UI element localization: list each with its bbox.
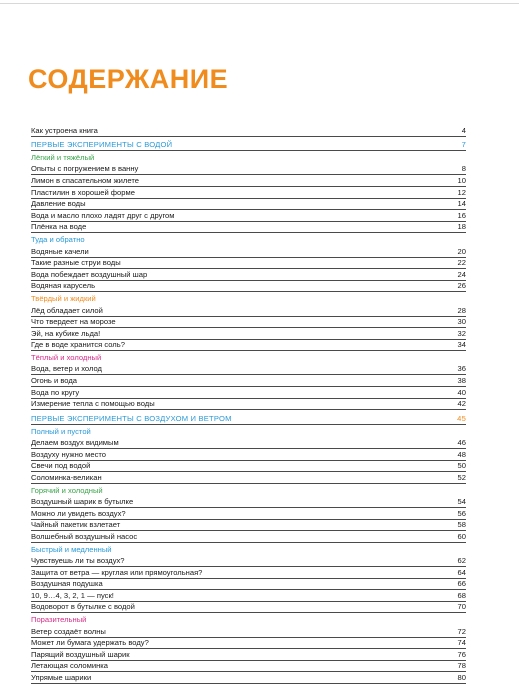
toc-page-number: 30 — [457, 317, 466, 327]
toc-entry[interactable] — [31, 281, 466, 293]
toc-entry-title: Лимон в спасательном жилете — [31, 175, 139, 185]
toc-page-number: 42 — [457, 399, 466, 409]
toc-page-number: 66 — [457, 579, 466, 589]
toc-entry-title: Воздуху нужно место — [31, 449, 106, 459]
toc-page-number: 32 — [457, 328, 466, 338]
toc-entry[interactable] — [31, 328, 466, 340]
toc-page-number: 58 — [457, 520, 466, 530]
toc-page-number: 72 — [457, 626, 466, 636]
toc-entry-title: Что твердеет на морозе — [31, 317, 116, 327]
toc-entry-title: Волшебный воздушный насос — [31, 531, 138, 541]
toc-entry[interactable] — [31, 399, 466, 411]
toc-entry-title: Опыты с погружением в ванну — [31, 164, 139, 174]
toc-entry-title: Парящий воздушный шарик — [31, 649, 130, 659]
toc-entry[interactable] — [31, 187, 466, 199]
toc-page-number: 18 — [457, 222, 466, 232]
toc-entry[interactable] — [31, 638, 466, 650]
toc-page-number: 56 — [457, 508, 466, 518]
toc-page-number: 76 — [457, 649, 466, 659]
toc-entry[interactable] — [31, 125, 466, 137]
toc-subheading: Твёрдый и жидкий — [31, 294, 96, 304]
toc-entry[interactable] — [31, 508, 466, 520]
toc-entry[interactable] — [31, 672, 466, 684]
toc-entry-title: Воздушная подушка — [31, 579, 103, 589]
toc-entry-title: Упрямые шарики — [31, 672, 92, 682]
toc-entry[interactable] — [31, 269, 466, 281]
toc-page-number: 22 — [457, 258, 466, 268]
toc-entry[interactable] — [31, 626, 466, 638]
toc-entry-title: Может ли бумага удержать воду? — [31, 638, 149, 648]
toc-page-number: 78 — [457, 661, 466, 671]
toc-page-number: 64 — [457, 567, 466, 577]
toc-entry-title: Можно ли увидеть воздух? — [31, 508, 126, 518]
toc-entry[interactable] — [31, 649, 466, 661]
page-top-border — [0, 3, 519, 4]
toc-page-number: 28 — [457, 305, 466, 315]
toc-page-number: 16 — [457, 210, 466, 220]
toc-entry[interactable] — [31, 590, 466, 602]
toc-entry[interactable] — [31, 305, 466, 317]
toc-page-number: 60 — [457, 531, 466, 541]
toc-section-heading[interactable] — [31, 413, 466, 425]
toc-subheading: Быстрый и медленный — [31, 544, 112, 554]
toc-entry-title: Чувствуешь ли ты воздух? — [31, 555, 125, 565]
toc-section-heading[interactable] — [31, 140, 466, 152]
toc-entry-title: Где в воде хранится соль? — [31, 340, 125, 350]
toc-page-number: 36 — [457, 364, 466, 374]
toc-page-number: 20 — [457, 246, 466, 256]
toc-entry[interactable] — [31, 258, 466, 270]
toc-entry[interactable] — [31, 246, 466, 258]
toc-page-number: 48 — [457, 449, 466, 459]
toc-entry[interactable] — [31, 555, 466, 567]
toc-subheading: Горячий и холодный — [31, 485, 103, 495]
toc-page-number: 26 — [457, 281, 466, 291]
toc-page-number: 4 — [461, 125, 466, 135]
toc-entry[interactable] — [31, 579, 466, 591]
toc-entry-title: Вода и масло плохо ладят друг с другом — [31, 210, 175, 220]
toc-page-number: 62 — [457, 555, 466, 565]
toc-entry-title: Вода побеждает воздушный шар — [31, 269, 148, 279]
toc-entry[interactable] — [31, 210, 466, 222]
toc-subheading: Лёгкий и тяжёлый — [31, 153, 95, 163]
toc-subheading: Тёплый и холодный — [31, 353, 102, 363]
toc-section-title: ПЕРВЫЕ ЭКСПЕРИМЕНТЫ С ВОДОЙ — [31, 140, 173, 150]
toc-entry-title: Вода, ветер и холод — [31, 364, 102, 374]
toc-entry[interactable] — [31, 375, 466, 387]
toc-page-number: 45 — [457, 413, 466, 423]
toc-page-number: 8 — [461, 164, 466, 174]
toc-subheading: Поразительный — [31, 615, 87, 625]
toc-page-number: 34 — [457, 340, 466, 350]
toc-page-number: 74 — [457, 638, 466, 648]
toc-entry[interactable] — [31, 222, 466, 234]
toc-page-number: 46 — [457, 438, 466, 448]
toc-entry-title: Ветер создаёт волны — [31, 626, 106, 636]
toc-entry-title: Измерение тепла с помощью воды — [31, 399, 155, 409]
toc-page-number: 40 — [457, 387, 466, 397]
toc-page-number: 7 — [461, 140, 466, 150]
toc-entry-title: Эй, на кубике льда! — [31, 328, 101, 338]
toc-entry[interactable] — [31, 164, 466, 176]
toc-entry[interactable] — [31, 520, 466, 532]
toc-entry[interactable] — [31, 661, 466, 673]
page-title: СОДЕРЖАНИЕ — [28, 64, 229, 94]
toc-page-number: 24 — [457, 269, 466, 279]
toc-entry[interactable] — [31, 175, 466, 187]
toc-entry-title: Соломинка-великан — [31, 472, 102, 482]
toc-page-number: 14 — [457, 199, 466, 209]
toc-entry-title: Воздушный шарик в бутылке — [31, 497, 134, 506]
toc-entry[interactable] — [31, 472, 466, 484]
toc-page-number: 10 — [457, 175, 466, 185]
toc-page-number: 80 — [457, 672, 466, 682]
toc-page-number: 70 — [457, 602, 466, 612]
toc-entry-title: Водяные качели — [31, 246, 89, 256]
toc-entry-title: Такие разные струи воды — [31, 258, 121, 268]
toc-page-number: 38 — [457, 376, 466, 386]
toc-entry[interactable] — [31, 449, 466, 461]
toc-entry[interactable] — [31, 387, 466, 399]
toc-entry[interactable] — [31, 602, 466, 614]
toc-entry-title: Летающая соломинка — [31, 661, 109, 671]
toc-entry-title: Делаем воздух видимым — [31, 438, 119, 448]
toc-entry[interactable] — [31, 317, 466, 329]
toc-entry[interactable] — [31, 199, 466, 211]
toc-entry[interactable] — [31, 567, 466, 579]
toc-subheading: Полный и пустой — [31, 426, 91, 436]
toc-entry-title: Давление воды — [31, 199, 86, 209]
toc-entry[interactable] — [31, 461, 466, 473]
toc-entry[interactable] — [31, 531, 466, 543]
toc-entry-title: Чайный пакетик взлетает — [31, 520, 121, 530]
toc-entry[interactable] — [31, 364, 466, 376]
toc-entry[interactable] — [31, 496, 466, 508]
toc-entry-title: Как устроена книга — [31, 125, 98, 135]
toc-page-number: 52 — [457, 472, 466, 482]
toc-page-number: 68 — [457, 590, 466, 600]
toc-entry-title: Вода по кругу — [31, 387, 80, 397]
toc-entry-title: Пластилин в хорошей форме — [31, 187, 135, 197]
toc-section-title: ПЕРВЫЕ ЭКСПЕРИМЕНТЫ С ВОЗДУХОМ И ВЕТРОМ — [31, 413, 232, 423]
toc-entry-title: Водоворот в бутылке с водой — [31, 602, 135, 612]
toc-entry-title: Плёнка на воде — [31, 222, 87, 232]
toc-entry-title: Защита от ветра — круглая или прямоугольная? — [31, 567, 203, 577]
toc-page-number: 12 — [457, 187, 466, 197]
toc-entry[interactable] — [31, 340, 466, 352]
toc-subheading: Туда и обратно — [31, 235, 85, 245]
toc-entry-title: Лёд обладает силой — [31, 305, 103, 315]
toc-page-number: 54 — [457, 497, 466, 506]
toc-entry-title: Водяная карусель — [31, 281, 96, 291]
table-of-contents — [31, 125, 466, 684]
toc-entry[interactable] — [31, 437, 466, 449]
toc-page-number: 50 — [457, 461, 466, 471]
toc-entry-title: Свечи под водой — [31, 461, 91, 471]
toc-entry-title: Огонь и вода — [31, 376, 78, 386]
toc-entry-title: 10, 9…4, 3, 2, 1 — пуск! — [31, 590, 114, 600]
